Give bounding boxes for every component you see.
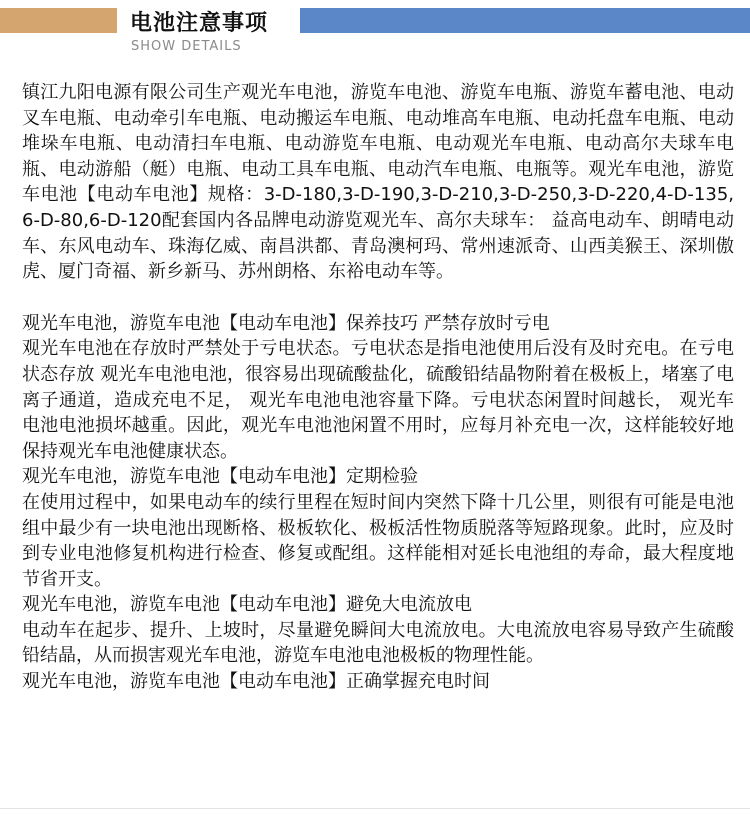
section-header [0,0,750,62]
bottom-divider [0,808,750,809]
section-body-discharge: 电动车在起步、提升、上坡时，尽量避免瞬间大电流放电。大电流放电容易导致产生硫酸铅结晶，从而损害观光车电池，游览车电池电池极板的物理性能。 [22,619,734,667]
section-heading-discharge: 观光车电池，游览车电池【电动车电池】避免大电流放电 [22,594,472,616]
notes-content [22,80,734,695]
section-heading-charging: 观光车电池，游览车电池【电动车电池】正确掌握充电时间 [22,671,490,693]
paragraph-gap [22,285,734,311]
section-title: 电池注意事项 [130,11,269,36]
intro-paragraph: 镇江九阳电源有限公司生产观光车电池，游览车电池、游览车电瓶、游览车蓄电池、电动叉车电瓶、电动牵引车电瓶、电动搬运车电瓶、电动堆高车电瓶、电动托盘车电瓶、电动堆垛车电瓶、电动清扫车电瓶、电动游览车电瓶、电动观光车电瓶、电动高尔夫球车电瓶、电动游船（艇）电瓶、电动工具车电瓶、电动汽车电瓶、电瓶等。观光车电池，游览车电池【电动车电池】规格：3-D-180,3-D-190,3-D-210,3-D-250,3-D-220,4-D-135,6-D-80,6-D-120配套国内各品牌电动游览观光车、高尔夫球车： 益高电动车、朗晴电动车、东风电动车、珠海亿威、南昌洪都、青岛澳柯玛、常州速派奇、山西美猴王、深圳傲虎、厦门奇福、新乡新马、苏州朗格、东裕电动车等。 [22,82,734,283]
section-heading-storage: 观光车电池，游览车电池【电动车电池】保养技巧 严禁存放时亏电 [22,312,550,334]
header-accent-bar-right [300,8,750,33]
header-accent-bar-left [0,8,117,33]
section-body-inspection: 在使用过程中，如果电动车的续行里程在短时间内突然下降十几公里，则很有可能是电池组中最少有一块电池出现断格、极板软化、极板活性物质脱落等短路现象。此时，应及时到专业电池修复机构进行检查、修复或配组。这样能相对延长电池组的寿命，最大程度地节省开支。 [22,491,734,590]
section-body-storage: 观光车电池在存放时严禁处于亏电状态。亏电状态是指电池使用后没有及时充电。在亏电状态存放 观光车电池电池，很容易出现硫酸盐化，硫酸铅结晶物附着在极板上，堵塞了电离子通道，造成充电不足， 观光车电池电池容量下降。亏电状态闲置时间越长， 观光车电池电池损坏越重。因此，观光车电池池闲置不用时，应每月补充电一次，这样能较好地保持观光车电池健康状态。 [22,338,734,462]
section-heading-inspection: 观光车电池，游览车电池【电动车电池】定期检验 [22,466,418,488]
section-subtitle: SHOW DETAILS [131,39,242,54]
